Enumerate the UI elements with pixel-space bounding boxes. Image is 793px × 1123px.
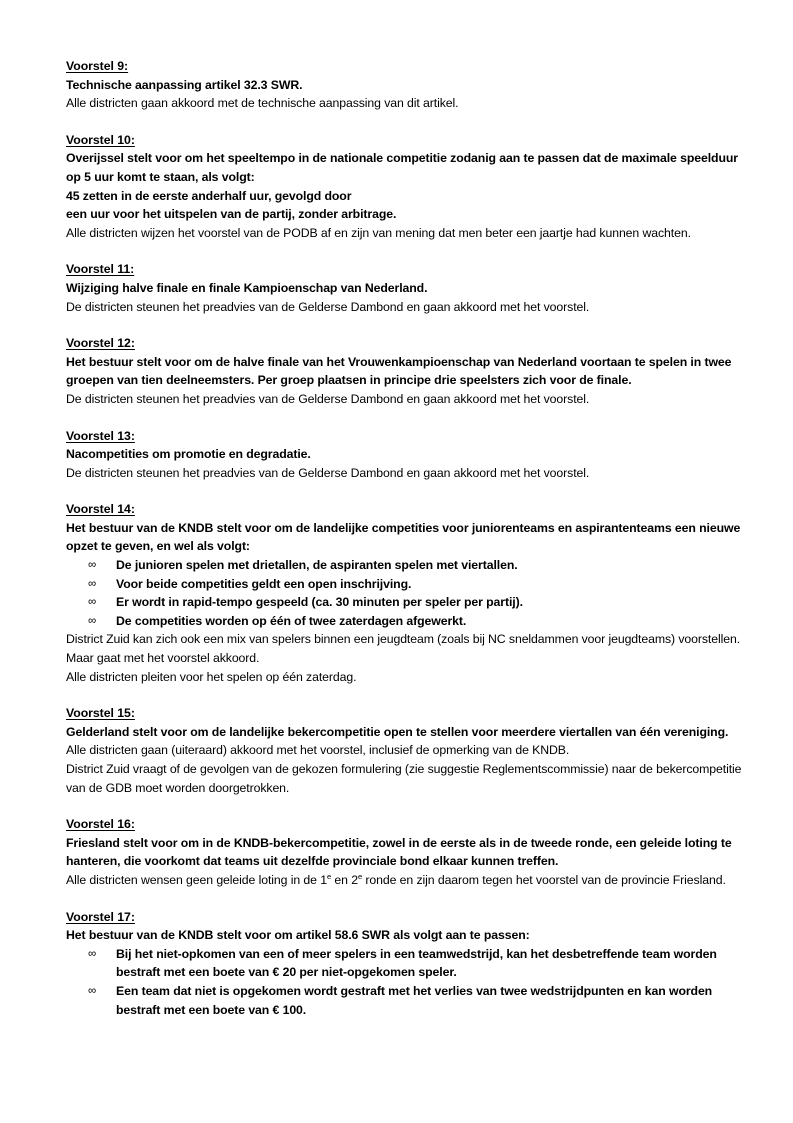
infinity-bullet-icon: ∞ — [88, 614, 97, 627]
bullet-list-item — [66, 945, 746, 982]
proposal-text-plain: De districten steunen het preadvies van de Gelderse Dambond en gaan akkoord met het voorstel. — [66, 299, 590, 314]
bullet-item-label: Er wordt in rapid-tempo gespeeld (ca. 30 minuten per speler per partij). — [116, 595, 523, 610]
bullet-list-item — [66, 593, 746, 612]
proposal-text-bold: Overijssel stelt voor om het speeltempo in de nationale competitie zodanig aan te passen dat de maximale speelduur op 5 uur komt te staan, als volgt: — [66, 151, 738, 184]
proposal-text-bold: Nacompetities om promotie en degradatie. — [66, 447, 311, 462]
proposal-text-plain: District Zuid kan zich ook een mix van spelers binnen een jeugdteam (zoals bij NC sneldammen voor jeugdteams) voorstellen. Maar gaat met het voorstel akkoord. — [66, 632, 741, 666]
proposal-heading: Voorstel 15: — [66, 706, 135, 721]
proposal-text-plain: Alle districten gaan akkoord met de technische aanpassing van dit artikel. — [66, 96, 459, 111]
proposal-heading: Voorstel 12: — [66, 336, 135, 351]
infinity-bullet-icon: ∞ — [88, 559, 97, 572]
proposal-bullet-list — [66, 556, 746, 630]
proposal-text-plain: Alle districten gaan (uiteraard) akkoord met het voorstel, inclusief de opmerking van de KNDB. — [66, 743, 570, 758]
proposal-text-plain: Alle districten wijzen het voorstel van de PODB af en zijn van mening dat men beter een jaartje had kunnen wachten. — [66, 225, 691, 240]
proposal-heading: Voorstel 14: — [66, 502, 135, 517]
proposal-heading: Voorstel 11: — [66, 262, 135, 277]
proposal-text-plain: De districten steunen het preadvies van de Gelderse Dambond en gaan akkoord met het voorstel. — [66, 465, 590, 480]
bullet-item-label: De competities worden op één of twee zaterdagen afgewerkt. — [116, 613, 467, 628]
proposal-text-bold: 45 zetten in de eerste anderhalf uur, gevolgd door — [66, 188, 352, 203]
proposal-heading: Voorstel 16: — [66, 817, 135, 832]
proposal-heading: Voorstel 10: — [66, 132, 135, 147]
proposal-heading: Voorstel 9: — [66, 59, 129, 73]
proposal-section — [66, 260, 746, 316]
proposal-text-bold: Friesland stelt voor om in de KNDB-bekercompetitie, zowel in de eerste als in de tweede ronde, een geleide loting te hanteren, die voorkomt dat teams uit dezelfde provinciale bond elkaar kunnen treffen. — [66, 835, 732, 869]
proposal-text-plain: De districten steunen het preadvies van de Gelderse Dambond en gaan akkoord met het voorstel. — [66, 391, 590, 406]
infinity-bullet-icon: ∞ — [88, 984, 97, 997]
proposal-section — [66, 908, 746, 1020]
proposal-section — [66, 427, 746, 483]
proposal-section — [66, 815, 746, 889]
proposal-heading: Voorstel 13: — [66, 428, 135, 443]
bullet-item-label: Voor beide competities geldt een open inschrijving. — [116, 576, 412, 591]
infinity-bullet-icon: ∞ — [88, 596, 97, 609]
bullet-item-label: Bij het niet-opkomen van een of meer spelers in een teamwedstrijd, kan het desbetreffende team worden bestraft met een boete van € 20 per niet-opgekomen speler. — [116, 946, 717, 980]
proposal-section — [66, 704, 746, 797]
bullet-list-item — [66, 982, 746, 1019]
proposal-text-plain: Alle districten pleiten voor het spelen op één zaterdag. — [66, 669, 357, 684]
infinity-bullet-icon: ∞ — [88, 577, 97, 590]
proposal-text-bold: Technische aanpassing artikel 32.3 SWR. — [66, 77, 303, 92]
proposal-text-bold: Het bestuur van de KNDB stelt voor om artikel 58.6 SWR als volgt aan te passen: — [66, 928, 530, 943]
bullet-item-label: De junioren spelen met drietallen, de aspiranten spelen met viertallen. — [116, 558, 518, 573]
document-body — [66, 57, 746, 1019]
bullet-list-item — [66, 556, 746, 575]
proposal-section — [66, 500, 746, 686]
proposal-text-plain: District Zuid vraagt of de gevolgen van de gekozen formulering (zie suggestie Reglementscommissie) naar de bekercompetitie van de GDB moet worden doorgetrokken. — [66, 762, 742, 795]
proposal-text-bold: Wijziging halve finale en finale Kampioenschap van Nederland. — [66, 280, 428, 295]
proposal-section — [66, 131, 746, 243]
bullet-item-label: Een team dat niet is opgekomen wordt gestraft met het verlies van twee wedstrijdpunten en kan worden bestraft met een boete van € 100. — [116, 983, 713, 1017]
bullet-list-item — [66, 612, 746, 631]
proposal-text-bold: Het bestuur stelt voor om de halve finale van het Vrouwenkampioenschap van Nederland voortaan te spelen in twee groepen van tien deelneemsters. Per groep plaatsen in principe drie speelsters zich voor de finale. — [66, 354, 732, 388]
infinity-bullet-icon: ∞ — [88, 947, 97, 960]
proposal-bullet-list — [66, 945, 746, 1019]
proposal-text-bold: Het bestuur van de KNDB stelt voor om de landelijke competities voor juniorenteams en aspirantenteams een nieuwe opzet te geven, en wel als volgt: — [66, 520, 741, 554]
proposal-text-bold: Gelderland stelt voor om de landelijke bekercompetitie open te stellen voor meerdere viertallen van één vereniging. — [66, 724, 729, 739]
proposal-heading: Voorstel 17: — [66, 909, 135, 924]
proposal-section — [66, 57, 746, 113]
proposal-section — [66, 334, 746, 408]
bullet-list-item — [66, 575, 746, 594]
proposal-text-plain: Alle districten wensen geen geleide loting in de 1e en 2e ronde en zijn daarom tegen het voorstel van de provincie Friesland. — [66, 871, 726, 887]
proposal-text-bold: een uur voor het uitspelen van de partij, zonder arbitrage. — [66, 207, 397, 222]
